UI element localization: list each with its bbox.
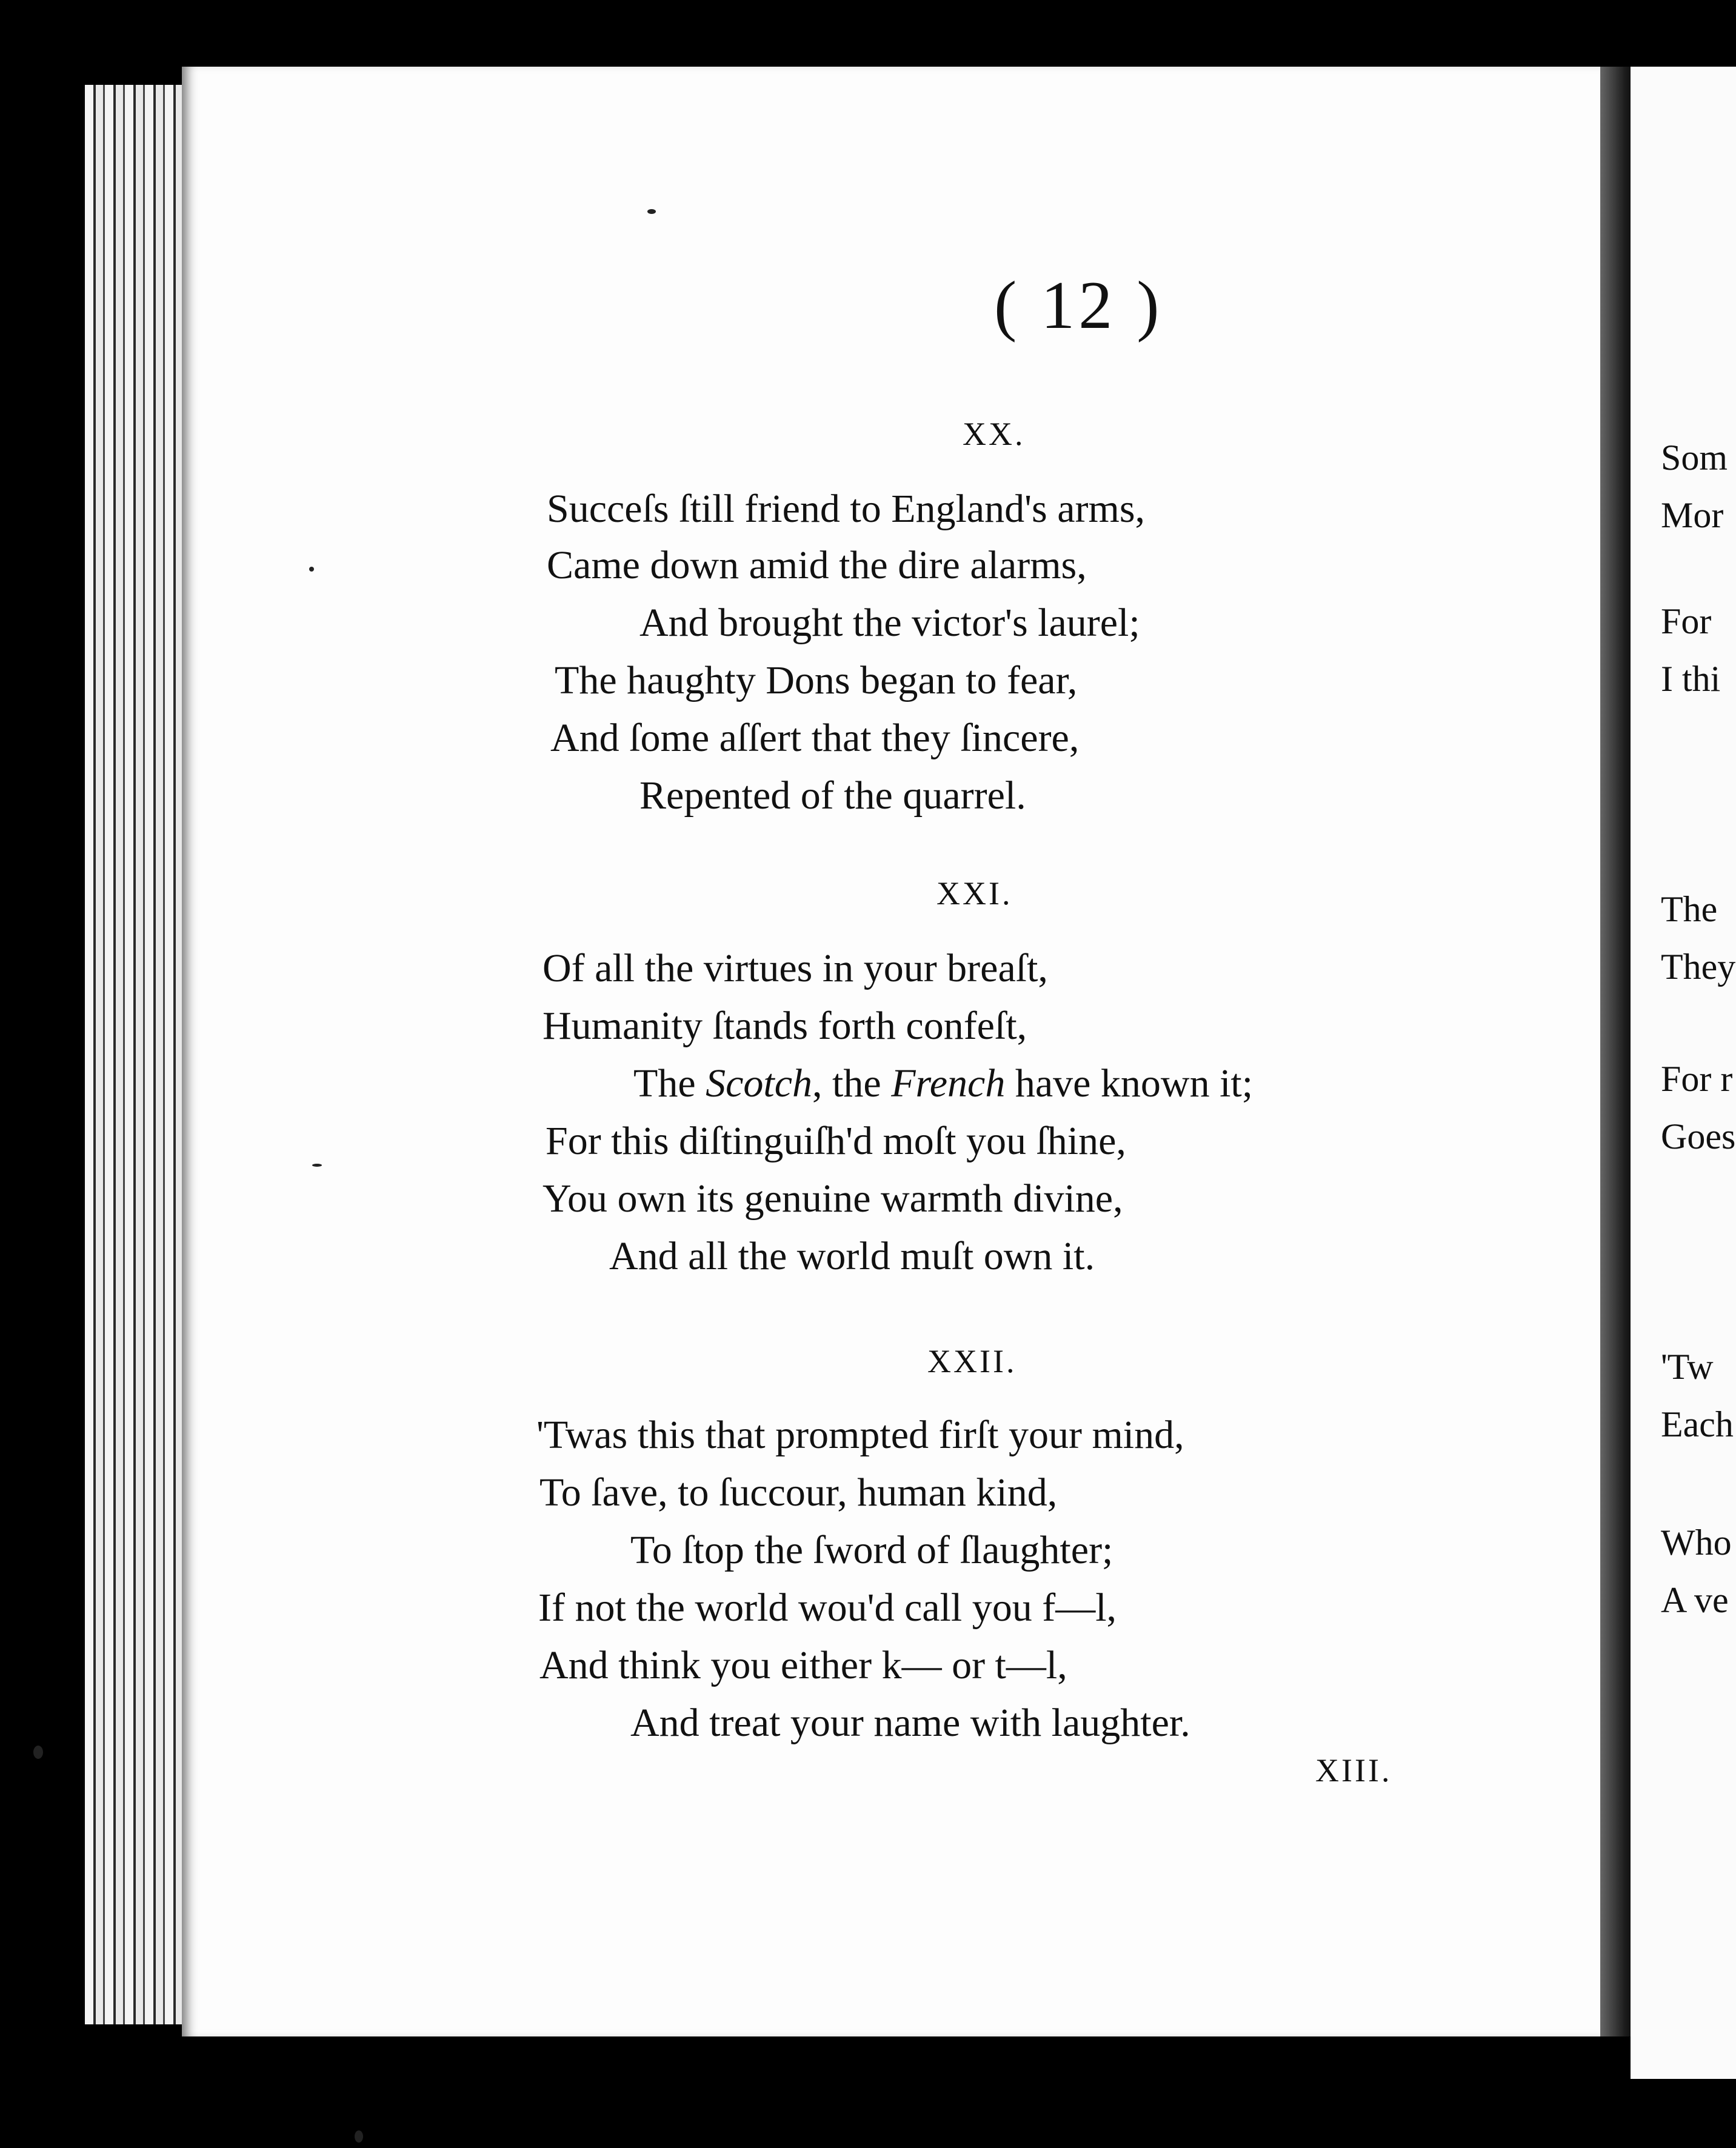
facing-line: They — [1661, 947, 1736, 987]
facing-line: Som — [1661, 438, 1728, 478]
facing-line: Mor — [1661, 495, 1724, 535]
verse-line — [633, 1061, 1254, 1106]
verse-line: If not the world wou'd call you f—l, — [538, 1586, 1117, 1630]
italic-word-scotch: Scotch — [706, 1061, 813, 1106]
facing-line: Who — [1661, 1523, 1732, 1563]
facing-line: Goes — [1661, 1116, 1736, 1156]
page-number: ( 12 ) — [994, 268, 1163, 343]
verse-line: And ſome aſſert that they ſincere, — [550, 716, 1080, 760]
verse-line: And think you either k— or t—l, — [539, 1643, 1067, 1687]
verse-line: And treat your name with laughter. — [630, 1701, 1190, 1745]
verse-line: To ſtop the ſword of ſlaughter; — [630, 1528, 1113, 1572]
facing-line: 'Tw — [1661, 1347, 1714, 1387]
verse-line: The haughty Dons began to fear, — [555, 658, 1078, 702]
italic-word-french: French — [891, 1061, 1006, 1106]
verse-line: 'Twas this that prompted firſt your mind, — [536, 1413, 1184, 1457]
facing-line: Each — [1661, 1404, 1734, 1444]
verse-line: And brought the victor's laurel; — [639, 601, 1140, 645]
stanza-numeral: XX. — [963, 416, 1026, 452]
verse-line: For this diſtinguiſh'd moſt you ſhine, — [546, 1119, 1126, 1163]
facing-line: The — [1661, 889, 1718, 929]
facing-line: For r — [1661, 1059, 1733, 1099]
facing-line: I thi — [1661, 659, 1721, 699]
verse-line: Repented of the quarrel. — [639, 773, 1026, 818]
facing-line: For — [1661, 601, 1712, 641]
verse-text: The — [633, 1061, 706, 1106]
ink-speck — [312, 1164, 322, 1167]
ink-speck — [33, 1746, 43, 1759]
verse-line: You own its genuine warmth divine, — [542, 1176, 1123, 1221]
verse-text: , the — [812, 1061, 892, 1106]
verse-line: Of all the virtues in your breaſt, — [542, 946, 1048, 990]
stanza-numeral: XXI. — [936, 875, 1013, 912]
catchword: XIII. — [1315, 1752, 1392, 1789]
verse-line: Came down amid the dire alarms, — [547, 543, 1087, 587]
verse-line: Humanity ſtands forth confeſt, — [542, 1004, 1027, 1048]
ink-speck — [647, 209, 656, 214]
ink-speck — [355, 2130, 363, 2143]
stanza-numeral: XXII. — [927, 1343, 1017, 1379]
verse-line: To ſave, to ſuccour, human kind, — [539, 1470, 1058, 1515]
facing-page — [1631, 67, 1736, 2079]
ink-speck — [309, 567, 314, 572]
facing-line: A ve — [1661, 1580, 1729, 1620]
verse-text: have known it; — [1015, 1061, 1254, 1106]
verse-line: Succeſs ſtill friend to England's arms, — [547, 487, 1146, 531]
verse-line: And all the world muſt own it. — [609, 1234, 1095, 1278]
